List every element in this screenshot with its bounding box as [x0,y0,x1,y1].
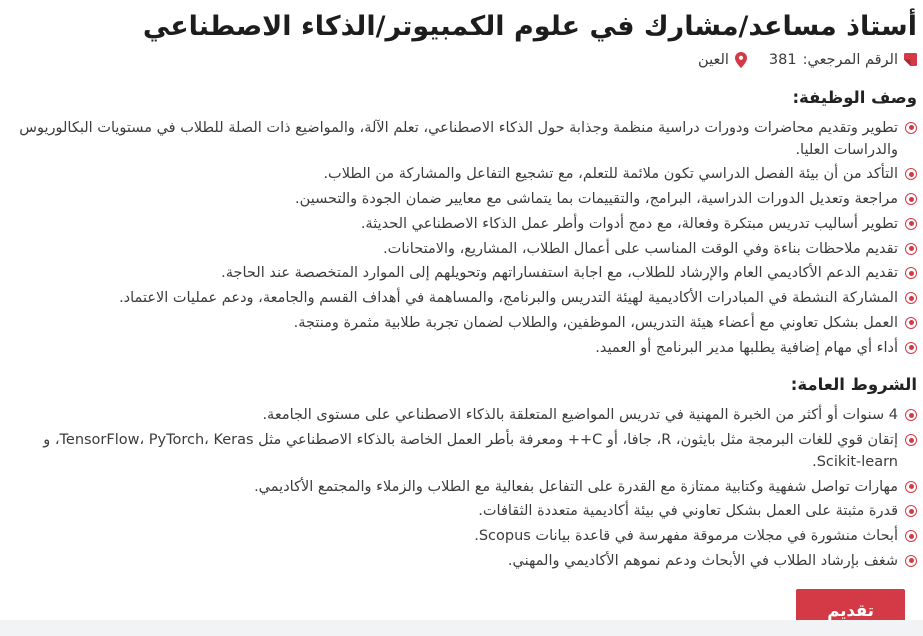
list-item [10,338,917,360]
list-item-text: تطوير وتقديم محاضرات ودورات دراسية منظمة وجذابة حول الذكاء الاصطناعي، تعلم الآلة، والمواضيع ذات الصلة للطلاب في مستويات البكالوريوس والدراسات العليا. [19,119,898,158]
job-meta-row [10,52,917,68]
list-item [10,214,917,236]
list-item-text: تطوير أساليب تدريس مبتكرة وفعالة، مع دمج أدوات وأطر عمل الذكاء الاصطناعي الحديثة. [360,215,898,232]
list-item-text: التأكد من أن بيئة الفصل الدراسي تكون ملائمة للتعلم، مع تشجيع التفاعل والمشاركة من الطلاب. [323,166,898,183]
bullet-icon [905,122,917,134]
list-item [10,551,917,573]
location-pin-icon [735,52,747,68]
bullet-icon [905,530,917,542]
bullet-icon [905,481,917,493]
list-item-text: 4 سنوات أو أكثر من الخبرة المهنية في تدريس المواضيع المتعلقة بالذكاء الاصطناعي على مستوى الجامعة. [262,407,898,424]
general-conditions-list [10,405,917,572]
list-item [10,164,917,186]
reference-number [769,52,917,68]
list-item-text: مراجعة وتعديل الدورات الدراسية، البرامج، والتقييمات بما يتماشى مع معايير ضمان الجودة والتحسين. [295,191,898,208]
list-item [10,189,917,211]
list-item [10,526,917,548]
list-item [10,288,917,310]
list-item [10,239,917,261]
bullet-icon [905,342,917,354]
note-icon [904,53,917,66]
list-item [10,313,917,335]
bullet-icon [905,409,917,421]
list-item-text: شغف بإرشاد الطلاب في الأبحاث ودعم نموهم الأكاديمي والمهني. [507,552,898,569]
list-item-text: تقديم ملاحظات بناءة وفي الوقت المناسب على أعمال الطلاب، المشاريع، والامتحانات. [383,240,898,257]
section-heading-general-conditions: الشروط العامة: [790,375,917,395]
list-item [10,263,917,285]
page-title: أستاذ مساعد/مشارك في علوم الكمبيوتر/الذكاء الاصطناعي [142,11,917,42]
reference-value: 381 [768,51,797,68]
bullet-icon [905,434,917,446]
job-description-list [10,118,917,360]
bullet-icon [905,292,917,304]
list-item [10,430,917,474]
list-item [10,118,917,162]
bullet-icon [905,555,917,567]
list-item-text: أداء أي مهام إضافية يطلبها مدير البرنامج أو العميد. [595,339,898,356]
job-location [698,52,747,68]
bullet-icon [905,193,917,205]
list-item-text: إتقان قوي للغات البرمجة مثل بايثون، R، جافا، أو C++ ومعرفة بأطر العمل الخاصة بالذكاء الاصطناعي مثل TensorFlow، PyTorch، Keras، و Scikit-learn. [43,432,898,470]
list-item-text: تقديم الدعم الأكاديمي العام والإرشاد للطلاب، مع اجابة استفساراتهم وتحويلهم إلى الموارد المتخصصة عند الحاجة. [221,265,898,282]
section-heading-job-description: وصف الوظيفة: [792,87,917,107]
bullet-icon [905,267,917,279]
apply-button[interactable]: تقديم [796,589,905,632]
list-item-text: قدرة مثبتة على العمل بشكل تعاوني في بيئة أكاديمية متعددة الثقافات. [478,503,898,520]
bullet-icon [905,218,917,230]
list-item [10,501,917,523]
bullet-icon [905,243,917,255]
list-item [10,405,917,427]
location-text: العين [698,51,729,68]
list-item-text: المشاركة النشطة في المبادرات الأكاديمية لهيئة التدريس والبرنامج، والمساهمة في أهداف القسم والجامعة، ودعم عمليات الاعتماد. [119,290,898,307]
reference-label: الرقم المرجعي: [802,51,898,68]
list-item-text: مهارات تواصل شفهية وكتابية ممتازة مع القدرة على التفاعل بفعالية مع الطلاب والزملاء والمجتمع الأكاديمي. [254,478,898,495]
bullet-icon [905,317,917,329]
list-item-text: العمل بشكل تعاوني مع أعضاء هيئة التدريس، الموظفين، والطلاب لضمان تجربة طلابية مثمرة ومنتجة. [293,314,898,331]
list-item-text: أبحاث منشورة في مجلات مرموقة مفهرسة في قاعدة بيانات Scopus. [474,528,898,545]
bullet-icon [905,168,917,180]
footer-bar [0,620,923,636]
bullet-icon [905,505,917,517]
list-item [10,477,917,499]
